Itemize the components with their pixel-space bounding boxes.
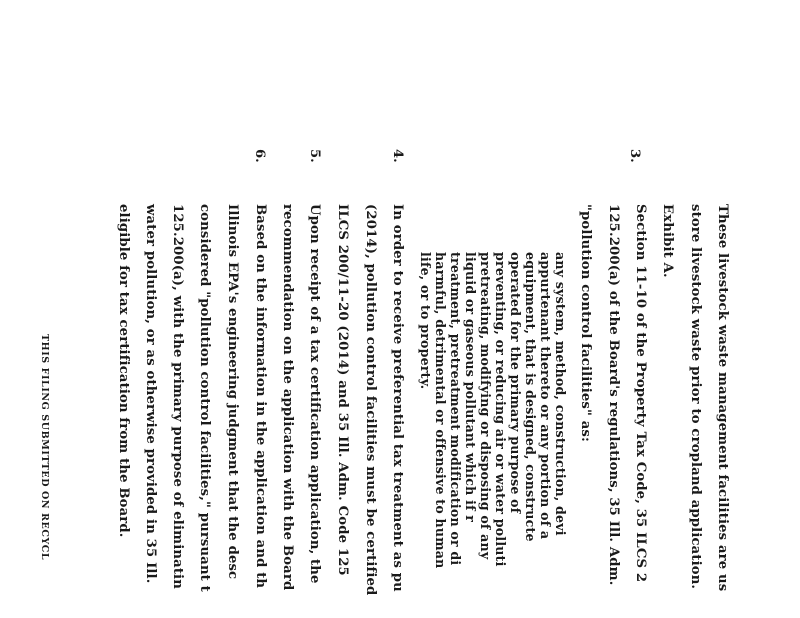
intro-line-2: store livestock waste prior to cropland application.	[688, 204, 703, 590]
footer-recycled-notice: THIS FILING SUBMITTED ON RECYCL	[39, 334, 50, 561]
item-6-line-4: 125.200(a), with the primary purpose of eliminatin	[170, 204, 185, 589]
intro-line-3: Exhibit A.	[660, 204, 675, 278]
quote-line: equipment, that is designed, constructe	[523, 252, 538, 542]
quote-line: preventing, or reducing air or water polluti	[493, 252, 508, 567]
item-4-line-2: (2014), pollution control facilities must be certified	[363, 204, 378, 596]
item-6-line-2: Illinois EPA's engineering judgment that the desc	[225, 204, 240, 580]
item-6-line-5: water pollution, or as otherwise provided in 35 Ill.	[143, 204, 158, 584]
item-3-line-3: "pollution control facilities" as:	[578, 204, 593, 443]
quote-line: liquid or gaseous pollutant which if r	[463, 252, 478, 523]
quote-line: harmful, detrimental or offensive to human	[433, 252, 448, 569]
item-5-number: 5.	[307, 149, 322, 163]
quote-line: pretreating, modifying or disposing of any	[478, 252, 493, 560]
item-5-line-2: recommendation on the application with the Board	[280, 204, 295, 591]
item-6-number: 6.	[252, 149, 267, 163]
quote-line: operated for the primary purpose of	[508, 252, 523, 514]
item-3-line-2: 125.200(a) of the Board's regulations, 35 Ill. Adm.	[606, 204, 621, 586]
item-5-line-1: Upon receipt of a tax certification application, the	[307, 204, 322, 584]
item-6-line-3: considered "pollution control facilities," pursuant t	[197, 204, 212, 592]
item-6-line-6: eligible for tax certification from the Board.	[116, 204, 131, 538]
item-3-line-1: Section 11-10 of the Property Tax Code, 35 ILCS 2	[633, 204, 648, 583]
item-6-line-1: Based on the information in the application and th	[253, 204, 268, 589]
quote-line: life, or to property.	[418, 252, 433, 390]
quote-line: appurtenant thereto or any portion of a	[538, 252, 553, 540]
item-4-number: 4.	[390, 149, 405, 163]
quote-line: any system, method, construction, devi	[553, 252, 568, 536]
item-3-number: 3.	[627, 149, 642, 163]
item-4-line-1: In order to receive preferential tax treatment as pu	[390, 204, 405, 592]
quote-line: treatment, pretreatment modification or di	[448, 252, 463, 566]
intro-line-1: These livestock waste management facilities are us	[715, 204, 730, 592]
item-4-line-3: ILCS 200/11-20 (2014) and 35 Ill. Adm. Code 125	[335, 204, 350, 576]
